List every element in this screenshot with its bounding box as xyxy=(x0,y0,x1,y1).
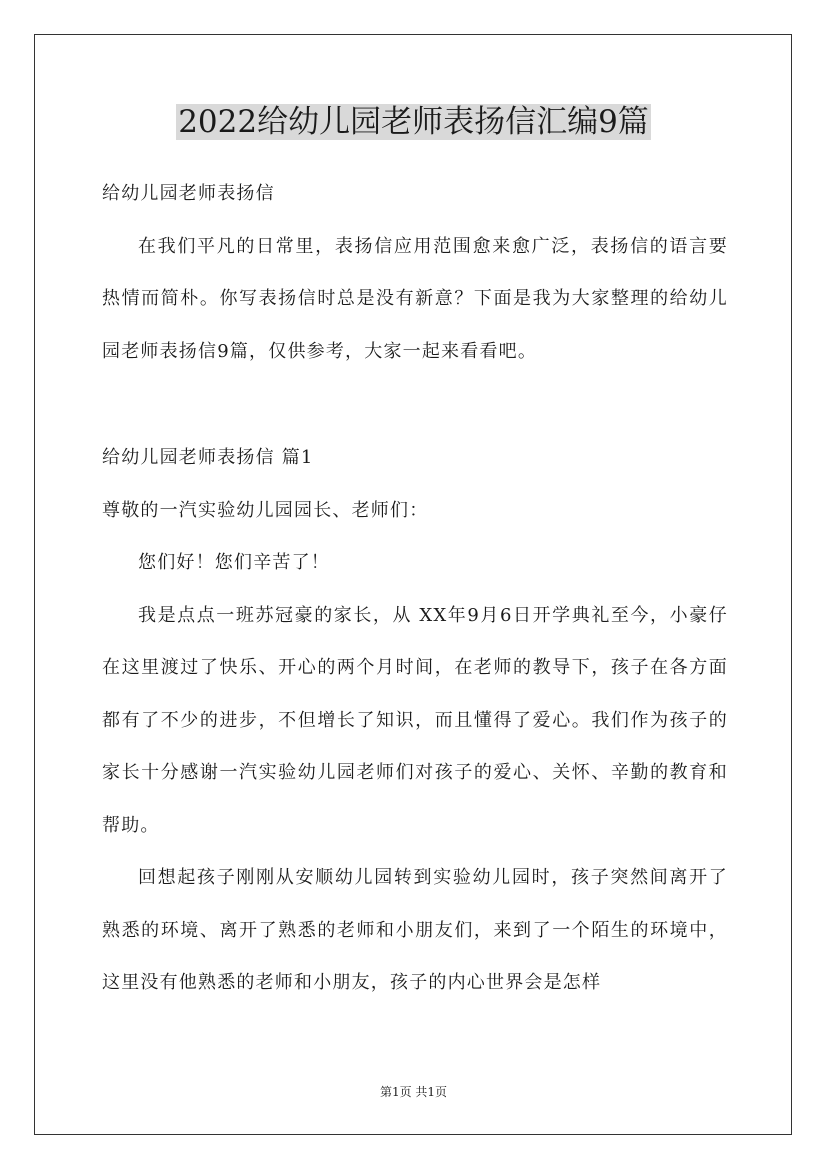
section-spacer xyxy=(102,378,728,432)
letter-paragraph-1: 我是点点一班苏冠豪的家长，从 XX年9月6日开学典礼至今，小豪仔在这里渡过了快乐、开心的两个月时间，在老师的教导下，孩子在各方面都有了不少的进步，不但增长了知识，而且懂得了爱心。我们作为孩子的家长十分感谢一汽实验幼儿园老师们对孩子的爱心、关怀、辛勤的教育和帮助。 xyxy=(102,604,728,836)
letter-paragraph-2: 回想起孩子刚刚从安顺幼儿园转到实验幼儿园时，孩子突然间离开了熟悉的环境、离开了熟悉的老师和小朋友们，来到了一个陌生的环境中，这里没有他熟悉的老师和小朋友，孩子的内心世界会是怎样 xyxy=(102,867,728,993)
page-footer xyxy=(0,1084,827,1100)
document-title xyxy=(0,100,827,144)
page-number: 第1页 共1页 xyxy=(379,1085,448,1099)
document-body xyxy=(102,168,728,1010)
intro-heading: 给幼儿园老师表扬信 xyxy=(102,183,275,204)
letter-salutation: 尊敬的一汽实验幼儿园园长、老师们： xyxy=(102,499,429,521)
document-title-text: 2022给幼儿园老师表扬信汇编9篇 xyxy=(178,104,649,140)
letter-greeting: 您们好！您们辛苦了！ xyxy=(138,552,330,573)
section-heading: 给幼儿园老师表扬信 篇1 xyxy=(102,447,314,468)
intro-paragraph: 在我们平凡的日常里，表扬信应用范围愈来愈广泛，表扬信的语言要热情而简朴。你写表扬信时总是没有新意？下面是我为大家整理的给幼儿园老师表扬信9篇，仅供参考，大家一起来看看吧。 xyxy=(102,235,728,362)
